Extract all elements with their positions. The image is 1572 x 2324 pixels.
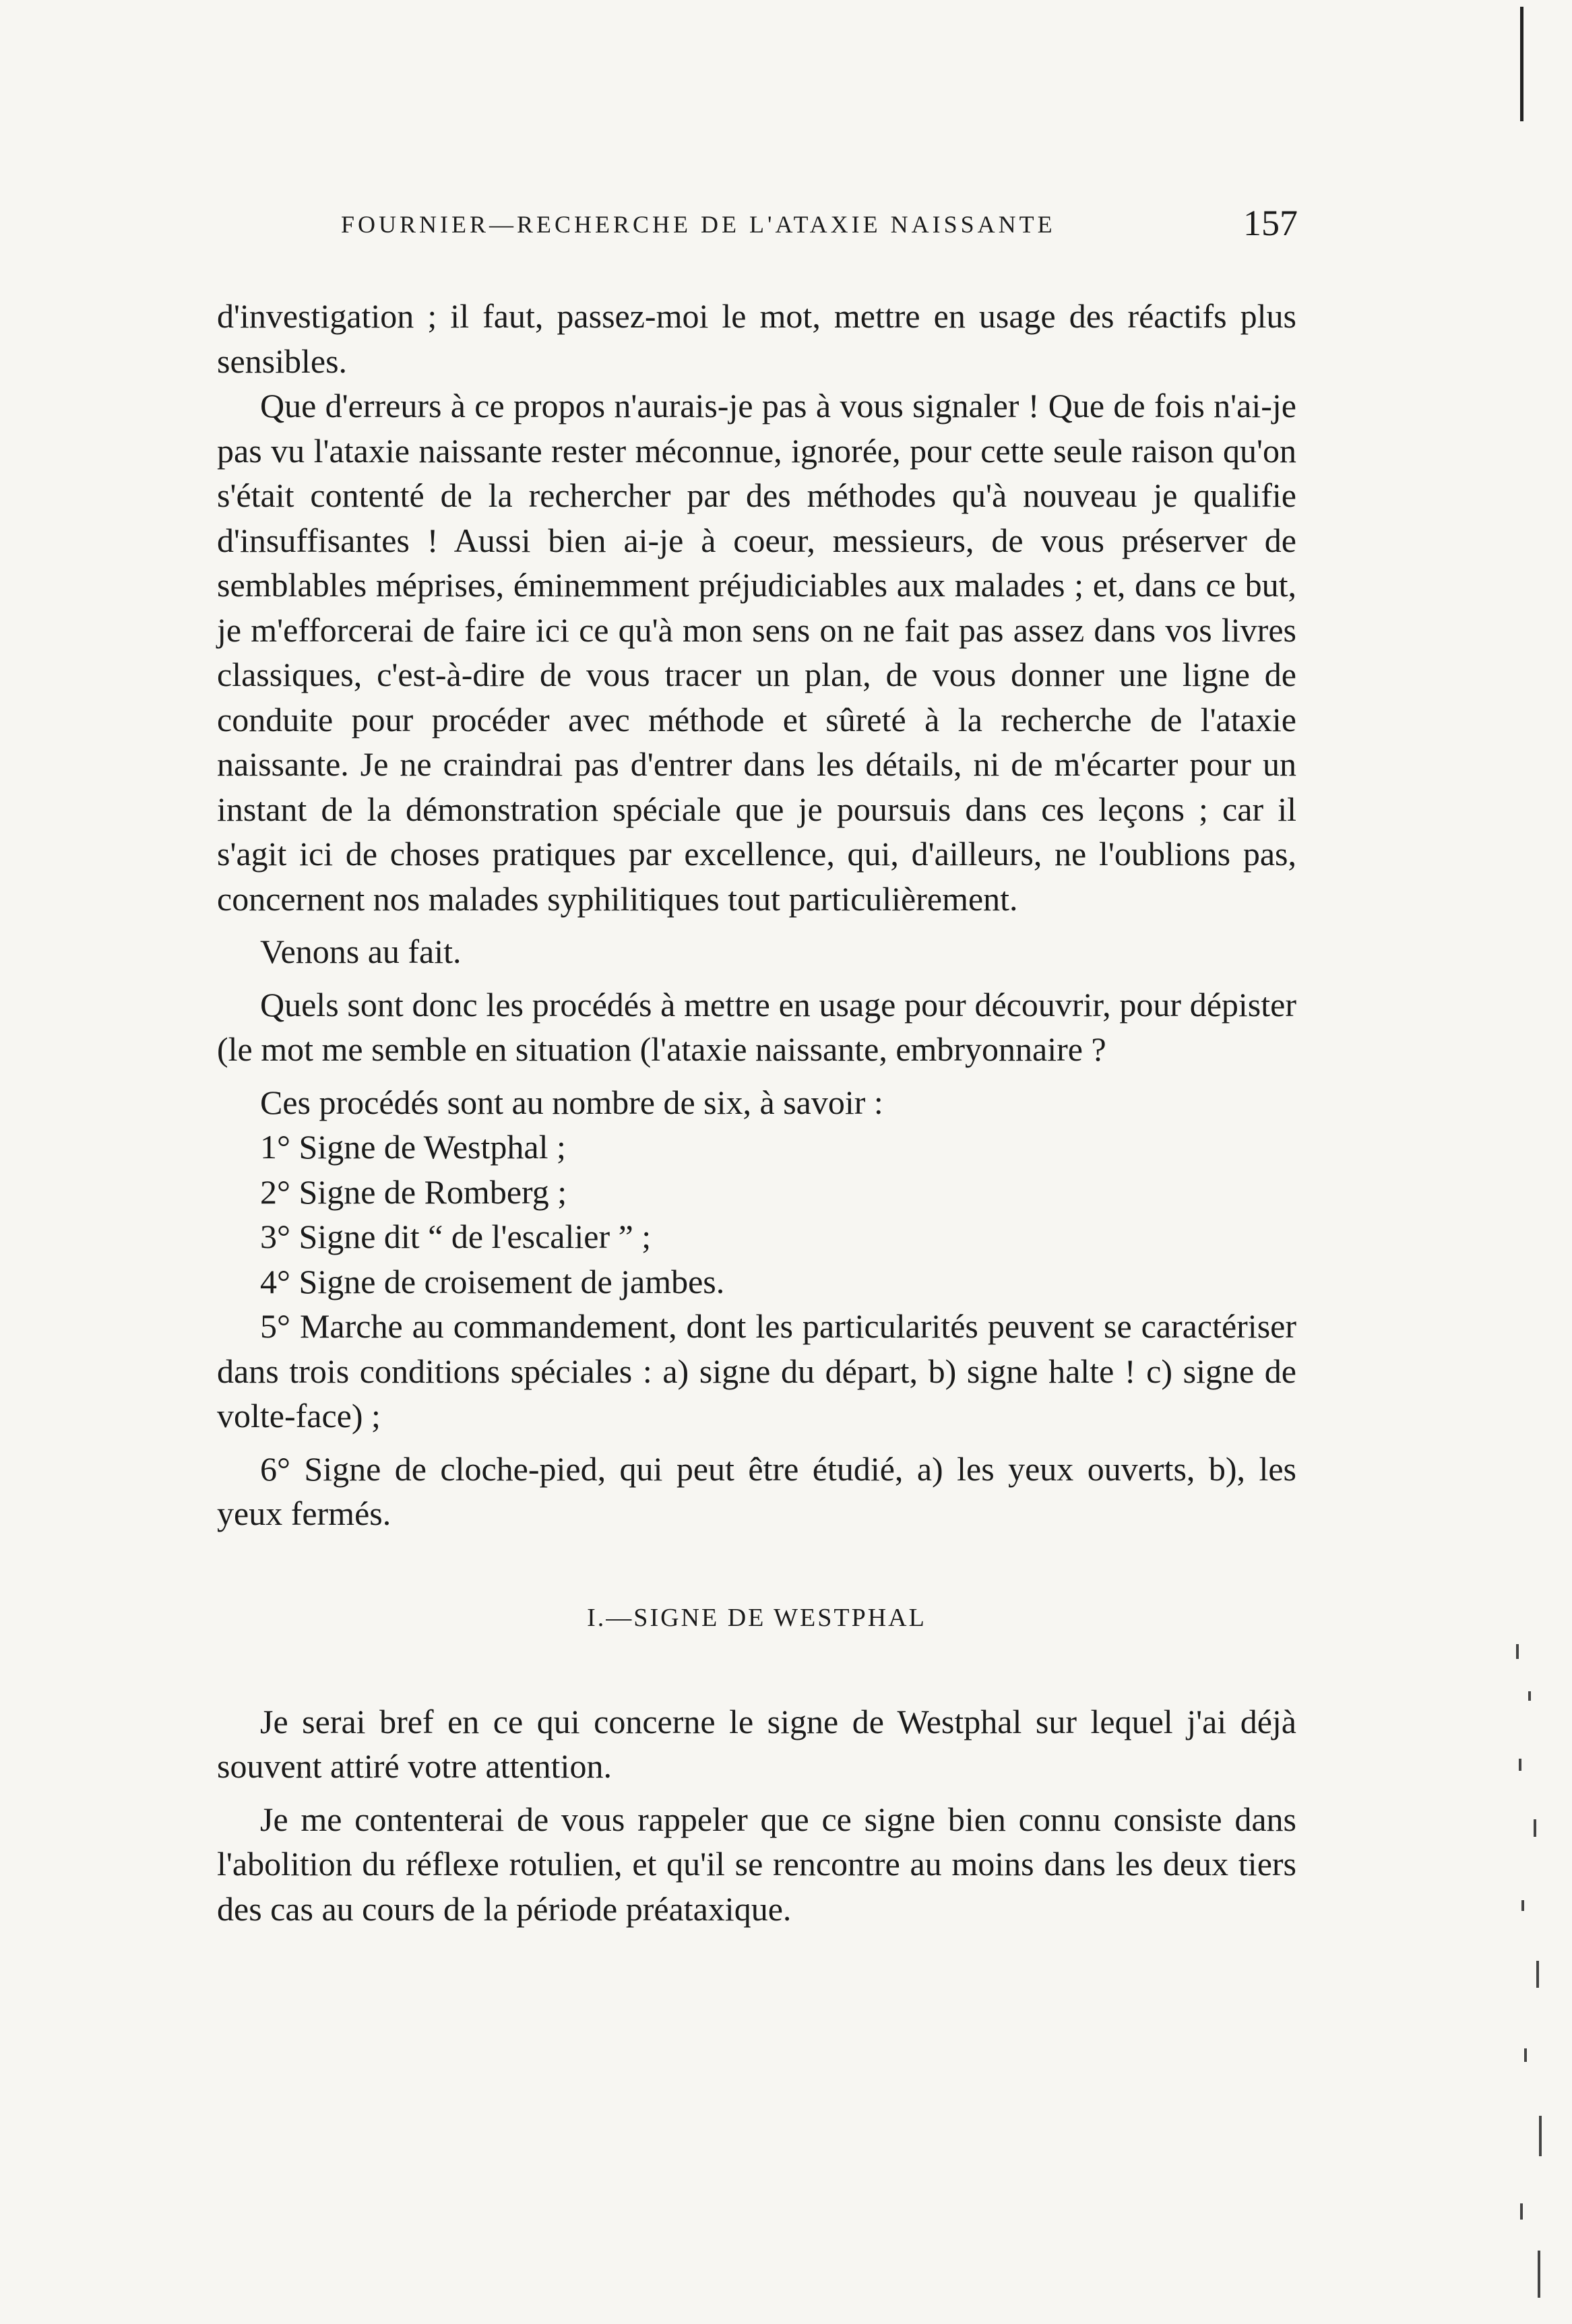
list-item: 6° Signe de cloche-pied, qui peut être étudié, a) les yeux ouverts, b), les yeux fermés. [217, 1449, 1296, 1532]
section-paragraph: Je serai bref en ce qui concerne le signe de Westphal sur lequel j'ai déjà souvent attiré votre attention. [217, 1702, 1296, 1785]
list-item: 3° Signe dit “ de l'escalier ” ; [260, 1218, 652, 1255]
list-item: 5° Marche au commandement, dont les particularités peuvent se caractériser dans trois conditions spéciales : a) signe du départ, b) signe halte ! c) signe de volte-face) ; [217, 1307, 1296, 1435]
list-intro: Ces procédés sont au nombre de six, à savoir : [260, 1083, 883, 1121]
section-title: I.—SIGNE DE WESTPHAL [587, 1603, 926, 1632]
page-header [341, 202, 1298, 256]
list-item: 1° Signe de Westphal ; [260, 1128, 566, 1166]
running-head: FOURNIER—RECHERCHE DE L'ATAXIE NAISSANTE [341, 211, 1056, 238]
binding-edge-mark [1520, 7, 1523, 121]
page-number: 157 [1243, 203, 1298, 243]
paragraph: Quels sont donc les procédés à mettre en usage pour découvrir, pour dépister (le mot me semble en situation (l'ataxie naissante, embryonnaire ? [217, 985, 1296, 1068]
paragraph-continuation: d'investigation ; il faut, passez-moi le mot, mettre en usage des réactifs plus sensibles. [217, 297, 1296, 380]
section-paragraph: Je me contenterai de vous rappeler que ce signe bien connu consiste dans l'abolition du réflexe rotulien, et qu'il se rencontre au moins dans les deux tiers des cas au cours de la période préataxique. [217, 1800, 1296, 1928]
list-item: 4° Signe de croisement de jambes. [260, 1262, 725, 1300]
body-text [217, 294, 1296, 1931]
paragraph: Venons au fait. [260, 933, 462, 970]
paragraph: Que d'erreurs à ce propos n'aurais-je pas à vous signaler ! Que de fois n'ai-je pas vu l'ataxie naissante rester méconnue, ignorée, pour cette seule raison qu'on s'était contenté de la rechercher par des méthodes qu'à nouveau je qualifie d'insuffisantes ! Aussi bien ai-je à coeur, messieurs, de vous préserver de semblables méprises, éminemment préjudiciables aux malades ; et, dans ce but, je m'efforcerai de faire ici ce qu'à mon sens on ne fait pas assez dans vos livres classiques, c'est-à-dire de vous tracer un plan, de vous donner une ligne de conduite pour procéder avec méthode et sûreté à la recherche de l'ataxie naissante. Je ne craindrai pas d'entrer dans les détails, ni de m'écarter pour un instant de la démonstration spéciale que je poursuis dans ces leçons ; car il s'agit ici de choses pratiques par excellence, qui, d'ailleurs, ne l'oublions pas, concernent nos malades syphilitiques tout particulièrement. [217, 387, 1296, 918]
scan-edge-specks [1515, 1644, 1546, 2318]
list-item: 2° Signe de Romberg ; [260, 1172, 567, 1211]
